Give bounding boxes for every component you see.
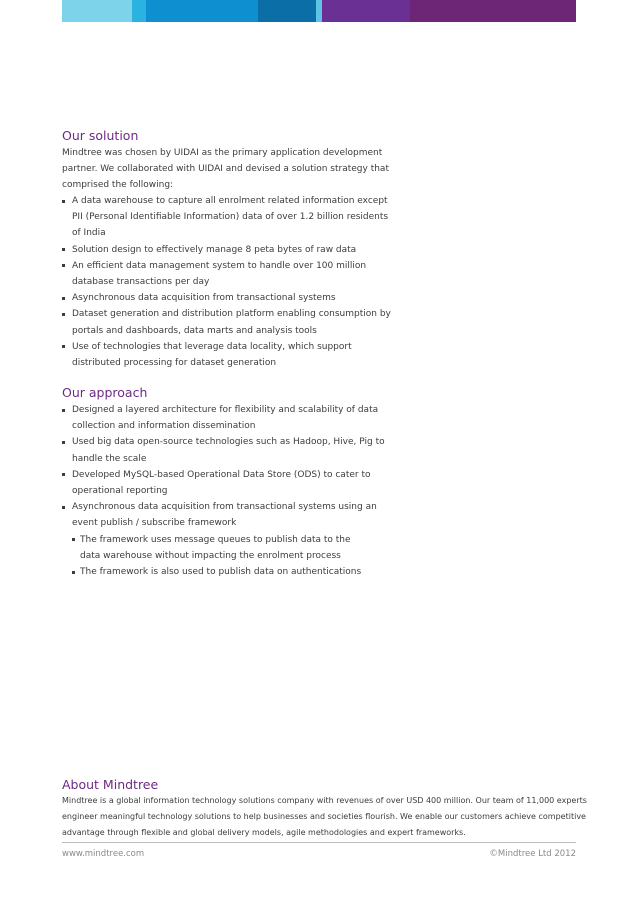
- approach-heading: Our approach: [62, 385, 148, 400]
- bullet-text: The framework uses message queues to publish data to the: [80, 534, 351, 545]
- bullet-marker-icon: [62, 264, 65, 267]
- brand-color-bar: [62, 0, 576, 22]
- footer-divider: [62, 842, 576, 843]
- bullet-marker-icon: [62, 409, 65, 412]
- footer-website: www.mindtree.com: [62, 849, 145, 859]
- approach-bullet: [62, 467, 385, 499]
- footer-copyright: ©Mindtree Ltd 2012: [489, 849, 576, 859]
- solution-bullet-list: [62, 193, 391, 371]
- bullet-marker-icon: [72, 538, 75, 541]
- bullet-marker-icon: [62, 441, 65, 444]
- bullet-text: Used big data open-source technologies such as Hadoop, Hive, Pig to: [72, 437, 385, 448]
- bullet-text: handle the scale: [72, 453, 147, 464]
- about-line: Mindtree is a global information technology solutions company with revenues of over USD 400 million. Our team of 11,000 experts: [62, 796, 587, 805]
- bullet-text: portals and dashboards, data marts and analysis tools: [72, 325, 317, 336]
- bar-segment: [322, 0, 410, 22]
- bullet-text: Designed a layered architecture for flexibility and scalability of data: [72, 405, 379, 415]
- solution-intro-line: partner. We collaborated with UIDAI and devised a solution strategy that: [62, 164, 389, 175]
- bullet-text: event publish / subscribe framework: [72, 518, 237, 529]
- solution-bullet: [62, 193, 391, 242]
- bullet-marker-icon: [62, 200, 65, 203]
- bullet-marker-icon: [62, 297, 65, 300]
- bullet-text: PII (Personal Identifiable Information) data of over 1.2 billion residents: [72, 212, 389, 223]
- bar-segment: [258, 0, 316, 22]
- solution-intro-line: comprised the following:: [62, 180, 174, 191]
- about-line: engineer meaningful technology solutions to help businesses and societies flourish. We enable our customers achieve competitive: [62, 812, 586, 821]
- approach-bullet: [62, 499, 385, 531]
- solution-heading: Our solution: [62, 128, 139, 143]
- bullet-text: distributed processing for dataset generation: [72, 358, 277, 369]
- bullet-text: Developed MySQL-based Operational Data Store (ODS) to cater to: [72, 469, 371, 480]
- bullet-marker-icon: [62, 473, 65, 476]
- approach-sub-bullet: [62, 564, 385, 580]
- bar-segment: [410, 0, 576, 22]
- bullet-text: operational reporting: [72, 486, 168, 497]
- solution-bullet: [62, 290, 391, 306]
- bullet-marker-icon: [62, 313, 65, 316]
- solution-bullet: [62, 339, 391, 371]
- solution-bullet: [62, 306, 391, 338]
- about-heading: About Mindtree: [62, 777, 159, 792]
- bullet-marker-icon: [62, 345, 65, 348]
- solution-bullet: [62, 258, 391, 290]
- bullet-marker-icon: [62, 506, 65, 509]
- bullet-text: An efficient data management system to handle over 100 million: [72, 260, 367, 271]
- bullet-text: of India: [72, 228, 106, 239]
- approach-bullet: [62, 434, 385, 466]
- bullet-text: Asynchronous data acquisition from transactional systems using an: [72, 502, 377, 513]
- approach-sub-bullet: [62, 532, 385, 564]
- bullet-text: Solution design to effectively manage 8 peta bytes of raw data: [72, 244, 357, 255]
- bullet-text: Use of technologies that leverage data locality, which support: [72, 341, 352, 352]
- bullet-text: collection and information dissemination: [72, 421, 256, 432]
- bullet-text: The framework is also used to publish data on authentications: [80, 567, 362, 578]
- bullet-text: Asynchronous data acquisition from transactional systems: [72, 293, 336, 304]
- solution-bullet: [62, 242, 391, 258]
- approach-bullet: [62, 402, 385, 434]
- bullet-text: database transactions per day: [72, 277, 210, 288]
- about-line: advantage through flexible and global delivery models, agile methodologies and expert frameworks.: [62, 828, 466, 837]
- bullet-text: data warehouse without impacting the enrolment process: [80, 550, 341, 561]
- about-paragraph: [62, 793, 587, 841]
- bar-segment: [132, 0, 146, 22]
- approach-bullet-list: [62, 402, 385, 580]
- bar-segment: [146, 0, 258, 22]
- bullet-marker-icon: [72, 571, 75, 574]
- bullet-text: A data warehouse to capture all enrolment related information except: [72, 196, 388, 206]
- solution-intro-line: Mindtree was chosen by UIDAI as the primary application development: [62, 148, 383, 158]
- bar-segment: [62, 0, 132, 22]
- bullet-marker-icon: [62, 248, 65, 251]
- bullet-text: Dataset generation and distribution platform enabling consumption by: [72, 309, 391, 320]
- solution-intro: [62, 145, 389, 194]
